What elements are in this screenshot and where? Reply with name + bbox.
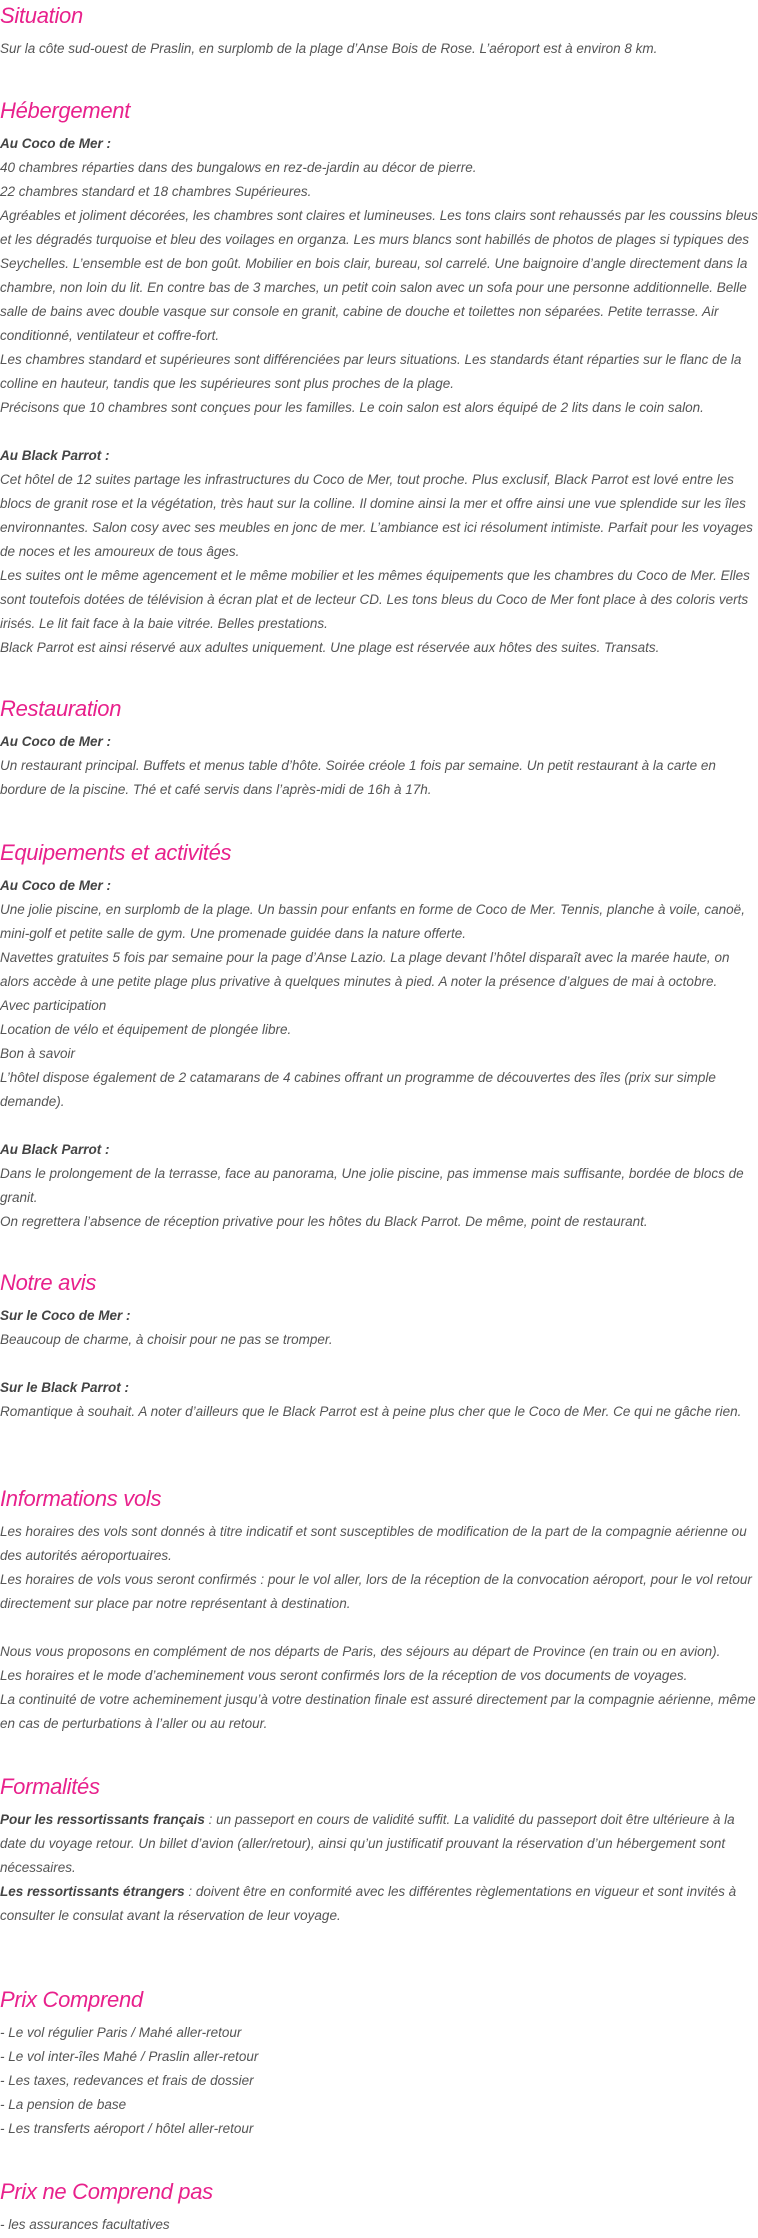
hebergement-coco-line: Les chambres standard et supérieures sont différenciées par leurs situations. Les standards étant réparties sur le flanc de la colline en hauteur, tandis que les supérieures sont plus proches de la plage. bbox=[0, 352, 742, 391]
restauration-text: Un restaurant principal. Buffets et menus table d’hôte. Soirée créole 1 fois par semaine. Un petit restaurant à la carte en bordure de la piscine. Thé et café servis dans l’après-midi de 16h à 17h. bbox=[0, 758, 716, 797]
vols-line: La continuité de votre acheminement jusqu’à votre destination finale est assuré directement par la compagnie aérienne, même en cas de perturbations à l’aller ou au retour. bbox=[0, 1692, 756, 1731]
hebergement-parrot-line: Les suites ont le même agencement et le même mobilier et les mêmes équipements que les chambres du Coco de Mer. Elles sont toutefois dotées de télévision à écran plat et de lecteur CD. Les tons bleus du Coco de Mer font place à des coloris verts irisés. Le lit fait face à la baie vitrée. Belles prestations. bbox=[0, 568, 750, 631]
section-avis bbox=[0, 1267, 758, 1424]
section-formalites bbox=[0, 1771, 758, 1928]
equipements-coco-line: L’hôtel dispose également de 2 catamarans de 4 cabines offrant un programme de découvertes des îles (prix sur simple demande). bbox=[0, 1070, 716, 1109]
list-item: - les assurances facultatives bbox=[0, 2217, 170, 2232]
section-hebergement bbox=[0, 95, 758, 660]
hebergement-coco-line: 40 chambres réparties dans des bungalows en rez-de-jardin au décor de pierre. bbox=[0, 160, 477, 175]
list-item: - Le vol régulier Paris / Mahé aller-retour bbox=[0, 2025, 242, 2040]
etrangers-text: : doivent être en conformité avec les différentes règlementations en vigueur et sont invités à consulter le consulat avant la réservation de leur voyage. bbox=[0, 1884, 737, 1923]
equipements-coco-line: Location de vélo et équipement de plongée libre. bbox=[0, 1022, 292, 1037]
section-situation bbox=[0, 0, 758, 61]
section-prix-comprend bbox=[0, 1984, 758, 2141]
equipements-coco-line: Bon à savoir bbox=[0, 1046, 76, 1061]
formalites-etrangers bbox=[0, 1880, 758, 1928]
hebergement-coco-line: Précisons que 10 chambres sont conçues pour les familles. Le coin salon est alors équipé de 2 lits dans le coin salon. bbox=[0, 400, 704, 415]
section-restauration bbox=[0, 693, 758, 802]
avis-coco-text: Beaucoup de charme, à choisir pour ne pas se tromper. bbox=[0, 1332, 333, 1347]
section-title: Formalités bbox=[0, 1774, 100, 1799]
parrot-label: Sur le Black Parrot : bbox=[0, 1380, 130, 1395]
coco-label: Sur le Coco de Mer : bbox=[0, 1308, 131, 1323]
section-vols bbox=[0, 1483, 758, 1736]
vols-line: Les horaires de vols vous seront confirmés : pour le vol aller, lors de la réception de la convocation aéroport, pour le vol retour directement sur place par notre représentant à destination. bbox=[0, 1572, 752, 1611]
equipements-parrot-line: Dans le prolongement de la terrasse, face au panorama, Une jolie piscine, pas immense mais suffisante, bordée de blocs de granit. bbox=[0, 1166, 744, 1205]
hebergement-parrot-line: Black Parrot est ainsi réservé aux adultes uniquement. Une plage est réservée aux hôtes des suites. Transats. bbox=[0, 640, 660, 655]
list-item: - La pension de base bbox=[0, 2097, 127, 2112]
section-title: Equipements et activités bbox=[0, 840, 232, 865]
section-title: Prix ne Comprend pas bbox=[0, 2179, 213, 2204]
section-title: Situation bbox=[0, 3, 83, 28]
section-prix-ne-comprend-pas bbox=[0, 2176, 758, 2237]
section-title: Informations vols bbox=[0, 1486, 162, 1511]
equipements-coco-line: Avec participation bbox=[0, 998, 107, 1013]
hebergement-coco-line: Agréables et joliment décorées, les chambres sont claires et lumineuses. Les tons clairs sont rehaussés par les coussins bleus et les dégradés turquoise et bleu des voilages en organza. Les murs blancs sont habillés de photos de plages si typiques des Seychelles. L’ensemble est de bon goût. Mobilier en bois clair, bureau, sol carrelé. Une baignoire d’angle directement dans la chambre, non loin du lit. En contre bas de 3 marches, un petit coin salon avec un sofa pour une personne additionnelle. Belle salle de bains avec double vasque sur console en granit, cabine de douche et toilettes non séparées. Petite terrasse. Air conditionné, ventilateur et coffre-fort. bbox=[0, 208, 758, 343]
formalites-francais bbox=[0, 1808, 758, 1880]
francais-label: Pour les ressortissants français bbox=[0, 1812, 205, 1827]
coco-label: Au Coco de Mer : bbox=[0, 734, 112, 749]
list-item: - Les transferts aéroport / hôtel aller-retour bbox=[0, 2121, 254, 2136]
section-title: Notre avis bbox=[0, 1270, 97, 1295]
hebergement-parrot-line: Cet hôtel de 12 suites partage les infrastructures du Coco de Mer, tout proche. Plus exclusif, Black Parrot est lové entre les blocs de granit rose et la végétation, très haut sur la colline. Il domine ainsi la mer et offre ainsi une vue splendide sur les îles environnantes. Salon cosy avec ses meubles en jonc de mer. L’ambiance est ici résolument intimiste. Parfait pour les voyages de noces et les amoureux de tous âges. bbox=[0, 472, 753, 559]
parrot-label: Au Black Parrot : bbox=[0, 1142, 110, 1157]
avis-parrot-text: Romantique à souhait. A noter d’ailleurs que le Black Parrot est à peine plus cher que le Coco de Mer. Ce qui ne gâche rien. bbox=[0, 1404, 742, 1419]
situation-text: Sur la côte sud-ouest de Praslin, en surplomb de la plage d’Anse Bois de Rose. L’aéroport est à environ 8 km. bbox=[0, 41, 658, 56]
coco-label: Au Coco de Mer : bbox=[0, 136, 112, 151]
hebergement-coco-line: 22 chambres standard et 18 chambres Supérieures. bbox=[0, 184, 312, 199]
equipements-coco-line: Une jolie piscine, en surplomb de la plage. Un bassin pour enfants en forme de Coco de Mer. Tennis, planche à voile, canoë, mini-golf et petite salle de gym. Une promenade guidée dans la nature offerte. bbox=[0, 902, 745, 941]
equipements-coco-line: Navettes gratuites 5 fois par semaine pour la page d’Anse Lazio. La plage devant l’hôtel disparaît avec la marée haute, on alors accède à une petite plage plus privative à quelques minutes à pied. A noter la présence d’algues de mai à octobre. bbox=[0, 950, 730, 989]
list-item: - Le vol inter-îles Mahé / Praslin aller-retour bbox=[0, 2049, 259, 2064]
section-equipements bbox=[0, 837, 758, 1234]
section-title: Hébergement bbox=[0, 98, 130, 123]
section-title: Restauration bbox=[0, 696, 122, 721]
section-title: Prix Comprend bbox=[0, 1987, 143, 2012]
vols-line: Les horaires des vols sont donnés à titre indicatif et sont susceptibles de modification de la part de la compagnie aérienne ou des autorités aéroportuaires. bbox=[0, 1524, 747, 1563]
equipements-parrot-line: On regrettera l’absence de réception privative pour les hôtes du Black Parrot. De même, point de restaurant. bbox=[0, 1214, 648, 1229]
francais-text: : un passeport en cours de validité suffit. La validité du passeport doit être ultérieure à la date du voyage retour. Un billet d’avion (aller/retour), ainsi qu’un justificatif prouvant la réservation d’un hébergement sont nécessaires. bbox=[0, 1812, 735, 1875]
coco-label: Au Coco de Mer : bbox=[0, 878, 112, 893]
list-item: - Les taxes, redevances et frais de dossier bbox=[0, 2073, 254, 2088]
parrot-label: Au Black Parrot : bbox=[0, 448, 110, 463]
etrangers-label: Les ressortissants étrangers bbox=[0, 1884, 185, 1899]
vols-line: Les horaires et le mode d’acheminement vous seront confirmés lors de la réception de vos documents de voyages. bbox=[0, 1668, 688, 1683]
vols-line: Nous vous proposons en complément de nos départs de Paris, des séjours au départ de Province (en train ou en avion). bbox=[0, 1644, 721, 1659]
